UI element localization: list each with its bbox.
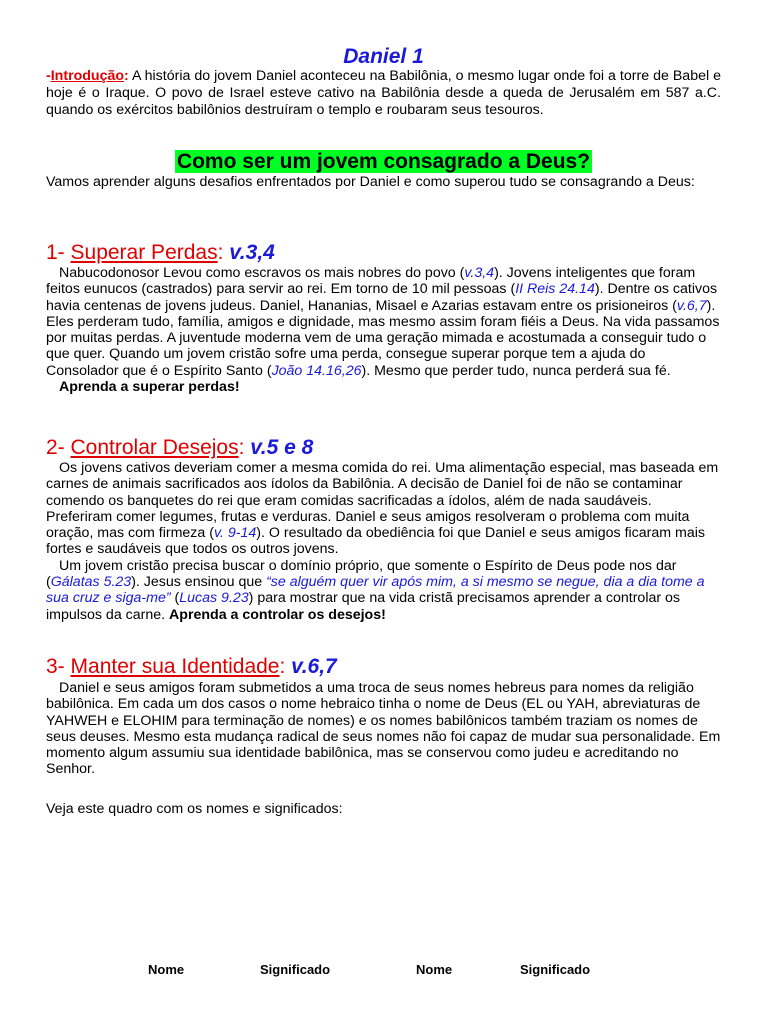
highlight-heading-row [46, 149, 721, 175]
ref-link: Gálatas 5.23 [50, 574, 132, 591]
table-header-name-2: Nome [416, 962, 453, 977]
section-2-conclusion: Aprenda a controlar os desejos! [169, 606, 386, 623]
section-1-body: Nabucodonosor Levou como escravos os mais nobres do povo (v.3,4). Jovens inteligentes que foram feitos eunucos (castrados) para servir ao rei. Em torno de 10 mil pessoas (II Reis 24.14). Dentre os cativos havia centenas de jovens judeus. Daniel, Hananias, Misael e Azarias estavam entre os prisioneiros (v.6,7). Eles perderam tudo, família, amigos e dignidade, mas mesmo assim foram fiéis a Deus. Na vida passamos por muitas perdas. A juventude moderna vem de uma geração mimada e acostumada a conseguir tudo o que quer. Quando um jovem cristão sofre uma perda, consegue superar porque tem a ajuda do Consolador que é o Espírito Santo (João 14.16,26). Mesmo que perder tudo, nunca perderá sua fé. Aprenda a superar perdas! [46, 265, 720, 396]
intro2-paragraph: Vamos aprender alguns desafios enfrentados por Daniel e como superou tudo se consagrando a Deus: [46, 174, 695, 190]
section-2-body: Os jovens cativos deveriam comer a mesma comida do rei. Uma alimentação especial, mas baseada em carnes de animais sacrificados aos ídolos da Babilônia. A decisão de Daniel foi de não se contaminar comendo os banquetes do rei que eram comidas sacrificadas a ídolos, além de nada saudáveis. Preferiram comer legumes, frutas e verduras. Daniel e seus amigos resolveram o problema com muita oração, mas com firmeza (v. 9-14). O resultado da obediência foi que Daniel e seus amigos ficaram mais fortes e saudáveis que todos os outros jovens. Um jovem cristão precisa buscar o domínio próprio, que somente o Espírito de Deus pode nos dar (Gálatas 5.23). Jesus ensinou que “se alguém quer vir após mim, a si mesmo se negue, dia a dia tome a sua cruz e siga-me” (Lucas 9.23) para mostrar que na vida cristã precisamos aprender a controlar os impulsos da carne. Aprenda a controlar os desejos! [46, 460, 719, 623]
ref-link: II Reis 24.14 [515, 281, 595, 298]
ref-link: João 14.16,26 [271, 362, 362, 379]
intro-label: -Introdução: [46, 68, 129, 84]
section-3-body: Daniel e seus amigos foram submetidos a uma troca de seus nomes hebreus para nomes da religião babilônica. Em cada um dos casos o nome hebraico tinha o nome de Deus (EL ou YAH, abreviaturas de YAHWEH e ELOHIM para terminação de nomes) e os nomes babilônicos também traziam os nomes de seus deuses. Mesmo esta mudança radical de seus nomes não foi capaz de mudar sua personalidade. Em momento algum assumiu sua identidade babilônica, mas se conservou como judeu e acreditando no Senhor. [46, 680, 721, 778]
quote: “se alguém quer vir após mim, a si mesmo se negue, dia a dia tome a sua cruz e siga-me” [46, 574, 705, 607]
section-1-conclusion: Aprenda a superar perdas! [59, 379, 240, 396]
ref-link: Lucas 9.23 [179, 590, 249, 607]
ref-link: v. 9-14 [213, 525, 257, 542]
table-header-name-1: Nome [148, 962, 185, 977]
section-2-heading: 2- Controlar Desejos: v.5 e 8 [46, 436, 314, 459]
table-intro: Veja este quadro com os nomes e significados: [46, 801, 343, 817]
table-header-meaning-1: Significado [260, 962, 331, 977]
page-title: Daniel 1 [343, 45, 424, 68]
intro-text: A história do jovem Daniel aconteceu na Babilônia, o mesmo lugar onde foi a torre de Babel e hoje é o Iraque. O povo de Israel esteve cativo na Babilônia desde a queda de Jerusalém em 587 a.C. quando os exércitos babilônios destruíram o templo e roubaram seus tesouros. [46, 68, 721, 118]
section-3-heading: 3- Manter sua Identidade: v.6,7 [46, 655, 337, 678]
intro-paragraph [46, 68, 721, 119]
section-1-heading: 1- Superar Perdas: v.3,4 [46, 241, 275, 264]
ref-link: v.6,7 [676, 297, 707, 314]
table-header-meaning-2: Significado [520, 962, 591, 977]
highlight-heading: Como ser um jovem consagrado a Deus? [176, 150, 591, 173]
ref-link: v.3,4 [464, 265, 495, 281]
